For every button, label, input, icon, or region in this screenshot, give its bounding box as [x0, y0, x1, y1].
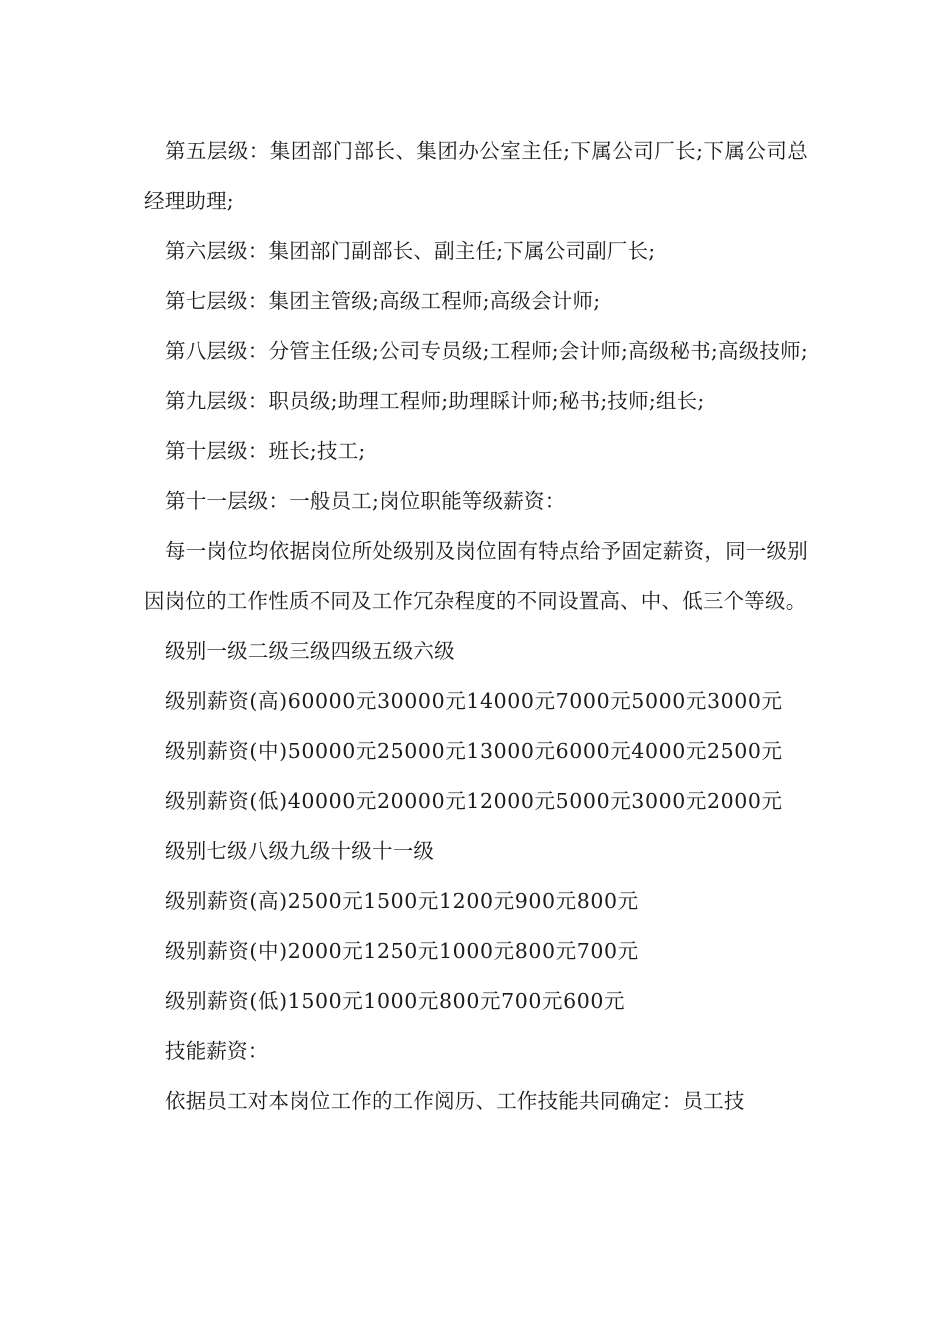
paragraph-level-11: 第十一层级：一般员工;岗位职能等级薪资： [165, 489, 566, 513]
paragraph-skill-salary: 依据员工对本岗位工作的工作阅历、工作技能共同确定：员工技 [165, 1089, 745, 1113]
paragraph-level-9: 第九层级：职员级;助理工程师;助理睬计师;秘书;技师;组长; [165, 389, 705, 413]
salary-levels-header-2: 级别七级八级九级十级十一级 [165, 839, 435, 863]
salary-row-mid-1: 级别薪资(中)50000元25000元13000元6000元4000元2500元 [165, 739, 783, 763]
paragraph-level-6: 第六层级：集团部门副部长、副主任;下属公司副厂长; [165, 239, 656, 263]
salary-levels-header-1: 级别一级二级三级四级五级六级 [165, 639, 455, 663]
salary-row-low-2: 级别薪资(低)1500元1000元800元700元600元 [165, 989, 626, 1013]
paragraph-level-8: 第八层级：分管主任级;公司专员级;工程师;会计师;高级秘书;高级技师; [165, 339, 808, 363]
paragraph-salary-description: 每一岗位均依据岗位所处级别及岗位固有特点给予固定薪资，同一级别因岗位的工作性质不同及工作冗杂程度的不同设置高、中、低三个等级。 [144, 539, 808, 613]
paragraph-level-7: 第七层级：集团主管级;高级工程师;高级会计师; [165, 289, 601, 313]
document-body [144, 126, 808, 1126]
salary-row-low-1: 级别薪资(低)40000元20000元12000元5000元3000元2000元 [165, 789, 783, 813]
skill-salary-heading: 技能薪资： [165, 1039, 269, 1063]
salary-row-high-2: 级别薪资(高)2500元1500元1200元900元800元 [165, 889, 639, 913]
paragraph-level-10: 第十层级：班长;技工; [165, 439, 366, 463]
salary-row-mid-2: 级别薪资(中)2000元1250元1000元800元700元 [165, 939, 639, 963]
salary-row-high-1: 级别薪资(高)60000元30000元14000元7000元5000元3000元 [165, 689, 783, 713]
paragraph-level-5: 第五层级：集团部门部长、集团办公室主任;下属公司厂长;下属公司总经理助理; [144, 139, 808, 213]
